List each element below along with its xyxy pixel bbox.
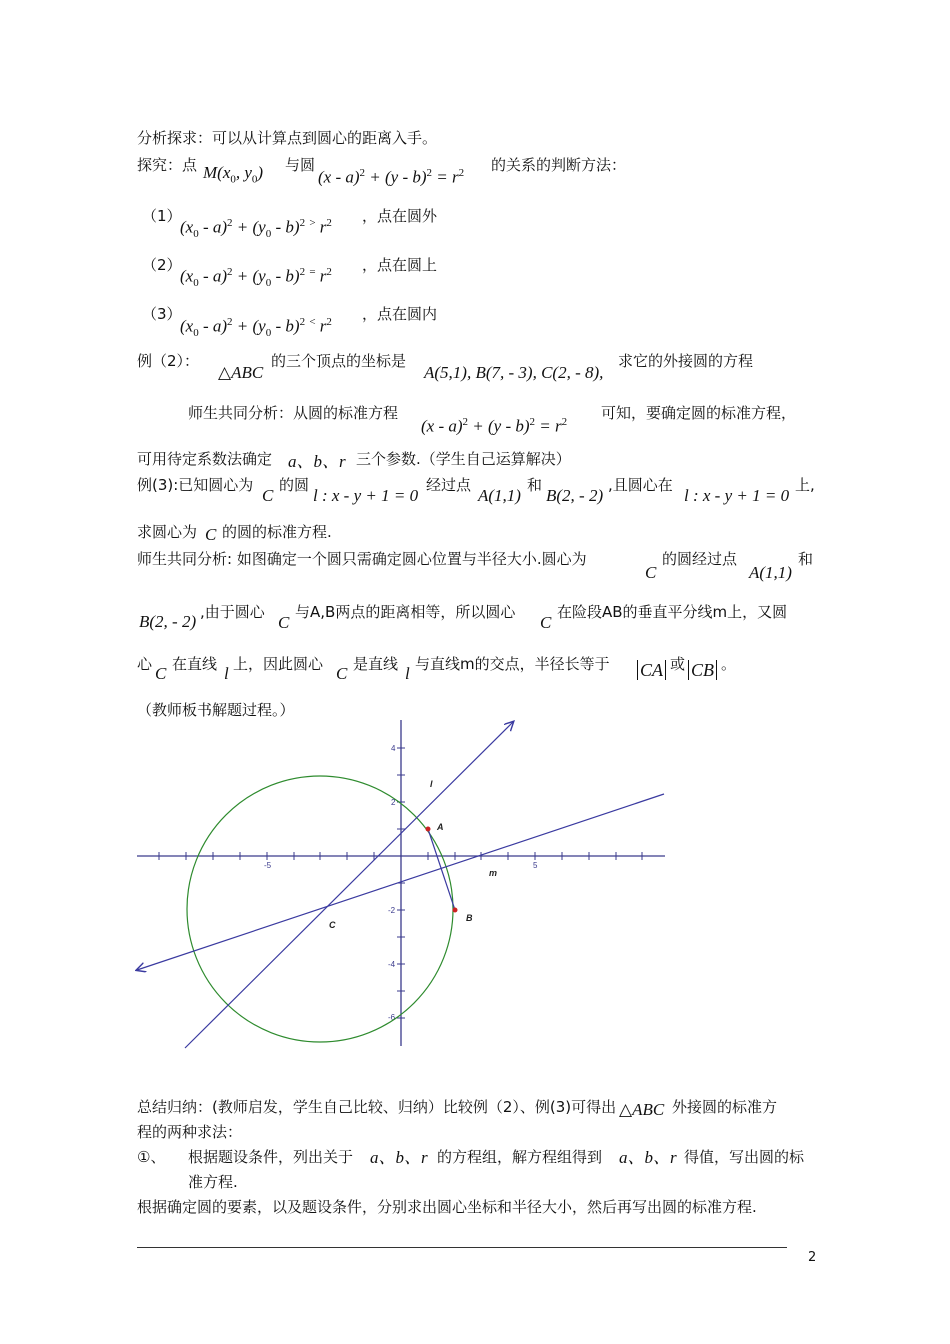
math-line-l-2: l : x - y + 1 = 0 [684,486,790,505]
math-params-2: a、b、r [370,1148,428,1167]
example-3-text-through: 经过点 [426,476,472,494]
math-case-2: $(x_0 - a)^2 + (y_0 - b)^2$ = $r^2$ [180,266,332,290]
math-abs-CA: CA [637,660,666,681]
math-case-1: $(x_0 - a)^2 + (y_0 - b)^2$ > $r^2$ [180,217,332,241]
analysis-1-text-2: 可知，要确定圆的标准方程， [601,404,797,422]
analysis-3-equal: 与A,B两点的距离相等，所以圆心 [295,603,516,621]
math-center-C-6: C [155,664,167,683]
page-number: 2 [808,1250,817,1265]
math-vertices: A(5,1), B(7, - 3), C(2, - 8), [424,363,604,382]
example-3-text-and: 和 [527,476,543,494]
method-1-text-2: 的方程组，解方程组得到 [437,1148,603,1166]
math-case-3: $(x_0 - a)^2 + (y_0 - b)^2$ < $r^2$ [180,316,332,340]
point-a [426,827,431,832]
case-2-label: （2） [142,256,182,274]
label-l: l [430,779,433,789]
analysis-3-and: 和 [798,550,814,568]
segment-ab [428,829,455,910]
analysis-1-text: 师生共同分析：从圆的标准方程 [188,404,399,422]
math-point-A: A(1,1) [478,486,521,505]
analysis-3-on-line: 在直线 [172,655,218,673]
math-params-3: a、b、r [619,1148,677,1167]
example-3-text-center-on: ,且圆心在 [608,476,673,494]
coordinate-graph [135,718,670,1058]
board-note: （教师板书解题过程。） [137,701,295,719]
text-judge-method: 的关系的判断方法： [491,156,627,174]
label-b: B [466,913,473,923]
example-3-find: 求圆心为 [137,523,198,541]
analysis-3-heart: 心 [137,655,153,673]
analysis-2-text: 可用待定系数法确定 [137,450,273,468]
math-triangle-abc: △ABC [218,363,264,382]
y-tick-label: -4 [388,960,396,969]
math-center-C: C [262,486,274,505]
analysis-3-is-line: 是直线 [353,655,399,673]
example-3-label: 例(3):已知圆心为 [137,476,254,494]
example-2-question: 求它的外接圆的方程 [618,352,754,370]
math-abs-CB: CB [688,660,717,681]
math-circle-equation: $(x - a)^2 + (y - b)^2 = r^2$ [318,167,465,187]
math-center-C-3: C [645,563,657,582]
math-point-B-2: B(2, - 2) [139,612,197,631]
analysis-3-end: 。 [721,655,737,673]
method-1-text: 根据题设条件，列出关于 [188,1148,354,1166]
para-analysis: 分析探求：可以从计算点到圆心的距离入手。 [137,129,438,147]
y-tick-label: -6 [388,1013,396,1022]
math-point-B: B(2, - 2) [546,486,604,505]
math-point-M: $M(x_0$, $y_0$) [203,163,264,186]
y-tick-label: 4 [391,744,396,753]
line-l [185,722,513,1048]
label-a: A [437,822,444,832]
math-center-C-5: C [540,613,552,632]
x-tick-label: 5 [533,861,538,870]
analysis-3-through: 的圆经过点 [662,550,738,568]
math-center-C-4: C [278,613,290,632]
math-line-l: l : x - y + 1 = 0 [313,486,419,505]
label-explore: 探究：点 [137,156,198,174]
analysis-3-since: ,由于圆心 [200,603,265,621]
label-c: C [329,920,336,930]
analysis-3-line-1: 师生共同分析: 如图确定一个圆只需确定圆心位置与半径大小.圆心为 [137,550,587,568]
example-3-find-2: 的圆的标准方程. [222,523,332,541]
case-1-text: ，点在圆外 [362,207,438,225]
method-1-marker: ①、 [137,1148,166,1166]
text-and-circle: 与圆 [285,156,316,174]
summary-line-2: 程的两种求法： [137,1123,243,1141]
math-l-2: l [405,664,410,683]
math-center-C-2: C [205,525,217,544]
math-point-A-2: A(1,1) [749,563,792,582]
y-tick-label: -2 [388,906,396,915]
x-tick-label: -5 [264,861,272,870]
analysis-3-intersection: 与直线m的交点，半径长等于 [415,655,610,673]
summary-line-1-end: 外接圆的标准方 [672,1098,778,1116]
summary-line-1: 总结归纳：(教师启发，学生自己比较、归纳）比较例（2）、例(3)可得出 [137,1098,617,1116]
footer-divider [137,1247,787,1248]
example-2-label: 例（2）： [137,352,200,370]
math-l-1: l [224,664,229,683]
math-triangle-abc-2: △ABC [619,1100,665,1119]
method-1-text-4: 准方程. [188,1173,238,1191]
point-b [453,908,458,913]
case-3-label: （3） [142,305,182,323]
method-1-text-3: 得值，写出圆的标 [684,1148,805,1166]
label-m: m [489,868,498,878]
case-3-text: ，点在圆内 [362,305,438,323]
analysis-3-bisector: 在险段AB的垂直平分线m上，又圆 [557,603,788,621]
example-2-text: 的三个顶点的坐标是 [271,352,407,370]
math-standard-equation: $(x - a)^2 + (y - b)^2 = r^2$ [421,416,568,436]
math-params: a、b、r [288,452,346,471]
analysis-3-or: 或 [670,655,686,673]
case-1-label: （1） [142,207,182,225]
y-tick-label: 2 [391,798,396,807]
math-center-C-7: C [336,664,348,683]
method-2-text: 根据确定圆的要素，以及题设条件，分别求出圆心坐标和半径大小，然后再写出圆的标准方程. [137,1198,757,1216]
example-3-text-on: 上, [795,476,815,494]
example-3-text-circle: 的圆 [279,476,310,494]
case-2-text: ，点在圆上 [362,256,438,274]
analysis-2-text-2: 三个参数.（学生自己运算解决） [356,450,571,468]
analysis-3-therefore: 上，因此圆心 [233,655,324,673]
